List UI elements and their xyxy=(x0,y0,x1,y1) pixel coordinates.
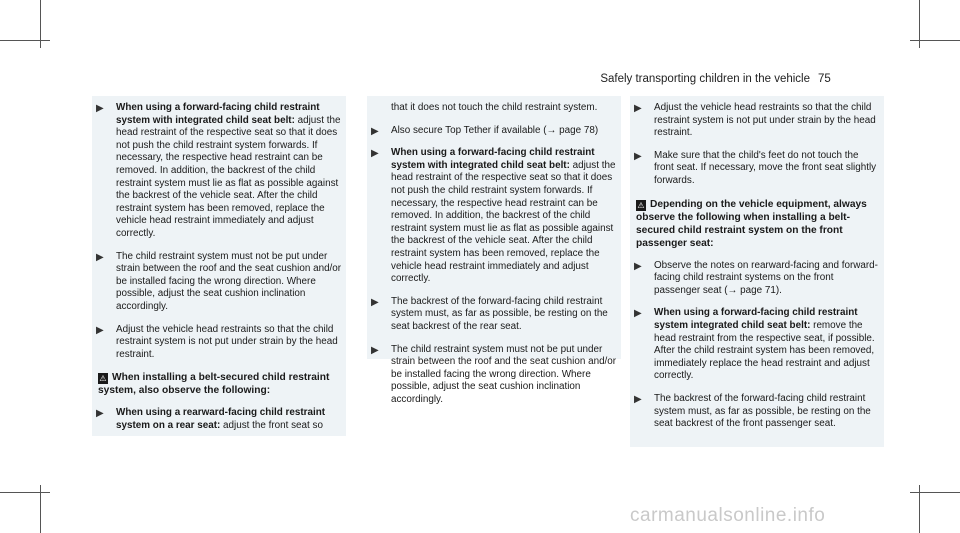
bullet-arrow-icon: ▶ xyxy=(96,324,104,336)
crop-mark xyxy=(910,492,960,493)
list-item xyxy=(371,124,617,138)
column-3 xyxy=(630,96,884,447)
list-item xyxy=(371,147,617,286)
warning-note xyxy=(98,371,342,397)
bullet-arrow-icon: ▶ xyxy=(634,308,642,320)
list-item-text: adjust the front seat so xyxy=(220,419,323,431)
list-item-lead: When using a forward-facing child restraint system with integrated child seat belt: xyxy=(391,147,595,171)
list-item-text: remove the head restraint from the respective seat, if possible. After the child restraint system has been removed, immediately replace the head restraint and adjust correctly. xyxy=(654,319,875,382)
bullet-arrow-icon: ▶ xyxy=(371,125,379,137)
bullet-arrow-icon: ▶ xyxy=(634,260,642,272)
list-item-text: adjust the head restraint of the respective seat so that it does not push the child restraint system forwards. If necessary, the respective head restraint can be removed. In addition, the backrest of the child restraint system must lie as flat as possible against the backrest of the vehicle seat. After the child restraint system has been removed, replace the vehicle head restraint immediately and adjust correctly. xyxy=(116,114,341,239)
list-item xyxy=(634,259,880,298)
bullet-arrow-icon: ▶ xyxy=(371,344,379,356)
list-item-text[interactable]: Observe the notes on rearward-facing and forward-facing child restraint systems on the front passenger seat (→ page 71). xyxy=(654,259,878,296)
list-item-text: The child restraint system must not be put under strain between the roof and the seat cushion and/or be installed facing the wrong direction. Where possible, adjust the seat cushion inclination accordingly. xyxy=(391,343,617,405)
bullet-arrow-icon: ▶ xyxy=(96,251,104,263)
warning-note xyxy=(636,198,880,250)
column-2 xyxy=(367,96,621,405)
list-item-text: The backrest of the forward-facing child restraint system must, as far as possible, be resting on the seat backrest of the rear seat. xyxy=(391,295,608,332)
bullet-arrow-icon: ▶ xyxy=(96,103,104,114)
crop-mark xyxy=(910,40,960,41)
list-item xyxy=(634,307,880,383)
list-item xyxy=(96,323,342,362)
list-item xyxy=(634,149,880,188)
warning-text: When installing a belt-secured child restraint system, also observe the following: xyxy=(98,372,330,397)
list-item-text: Make sure that the child's feet do not touch the front seat. If necessary, move the front seat slightly forwards. xyxy=(654,149,877,186)
child-seat-warning-icon: ⚠ xyxy=(637,200,645,210)
column-1 xyxy=(92,96,346,436)
bullet-arrow-icon: ▶ xyxy=(371,148,379,160)
bullet-arrow-icon: ▶ xyxy=(96,408,104,420)
list-item xyxy=(96,250,342,314)
page-number: 75 xyxy=(818,73,831,85)
child-seat-warning-icon: ⚠ xyxy=(99,374,107,384)
bullet-arrow-icon: ▶ xyxy=(371,296,379,308)
list-item-text: Adjust the vehicle head restraints so that the child restraint system is not put under strain by the head restraint. xyxy=(116,323,338,360)
list-item xyxy=(634,102,880,140)
list-item xyxy=(634,392,880,431)
list-item xyxy=(371,295,617,334)
list-item xyxy=(96,407,342,432)
bullet-arrow-icon: ▶ xyxy=(634,150,642,162)
continued-text: that it does not touch the child restraint system. xyxy=(391,102,598,113)
list-item-text: Adjust the vehicle head restraints so that the child restraint system is not put under strain by the head restraint. xyxy=(654,102,876,139)
list-item-text[interactable]: Also secure Top Tether if available (→ page 78) xyxy=(391,124,599,136)
bullet-arrow-icon: ▶ xyxy=(634,103,642,114)
list-item xyxy=(371,343,617,407)
list-item xyxy=(96,102,342,241)
section-title: Safely transporting children in the vehicle xyxy=(600,73,810,85)
list-item-text: The backrest of the forward-facing child restraint system must, as far as possible, be resting on the seat backrest of the front passenger seat. xyxy=(654,392,871,430)
bullet-arrow-icon: ▶ xyxy=(634,393,642,405)
crop-mark xyxy=(0,40,50,41)
crop-mark xyxy=(0,492,50,493)
warning-text: Depending on the vehicle equipment, always observe the following when installing a belt-secured child restraint system on the front passenger seat: xyxy=(636,198,867,249)
list-item-lead: When using a forward-facing child restraint system integrated child seat belt: xyxy=(654,307,858,331)
list-item-text: The child restraint system must not be put under strain between the roof and the seat cushion and/or be installed facing the wrong direction. Where possible, adjust the seat cushion inclination accordingly. xyxy=(116,250,342,312)
list-item-lead: When using a rearward-facing child restraint system on a rear seat: xyxy=(116,407,326,431)
watermark-logo: carmanualsonline.info xyxy=(630,505,826,526)
list-item-text: adjust the head restraint of the respective seat so that it does not push the child restraint system forwards. If necessary, the respective head restraint can be removed. In addition, the backrest of the child restraint system must lie as flat as possible against the backrest of the vehicle seat. After the child restraint system has been removed, replace the vehicle head restraint immediately and adjust correctly. xyxy=(391,159,616,285)
list-item-lead: When using a forward-facing child restraint system with integrated child seat belt: xyxy=(116,102,320,126)
